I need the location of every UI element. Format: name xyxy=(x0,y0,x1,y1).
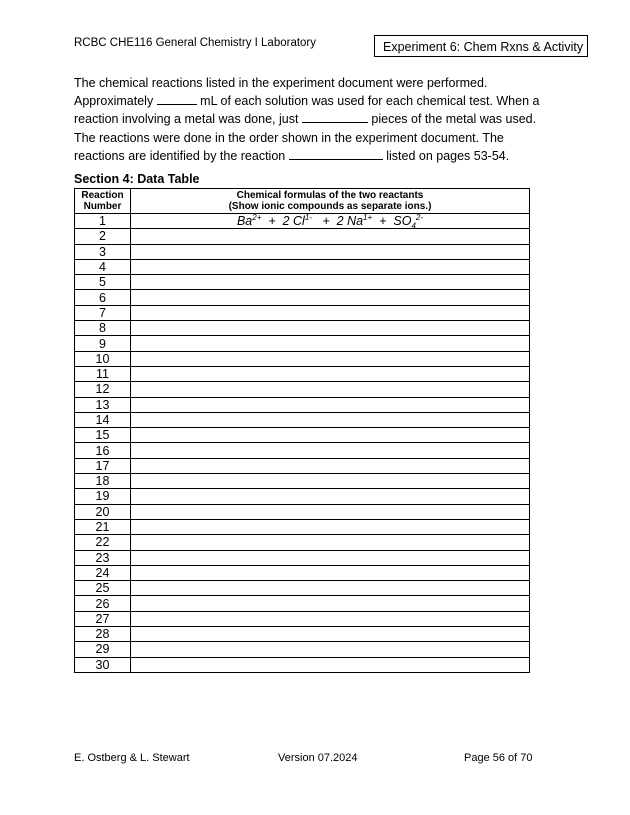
table-row xyxy=(75,244,530,259)
table-row xyxy=(75,519,530,534)
experiment-title-box: Experiment 6: Chem Rxns & Activity xyxy=(374,35,588,57)
plus-sign: + xyxy=(322,214,330,229)
reaction-number-cell: 3 xyxy=(75,244,131,259)
reaction-number-cell: 13 xyxy=(75,397,131,412)
intro-line-1: The chemical reactions listed in the experiment document were performed. xyxy=(74,76,488,90)
formula-cell[interactable] xyxy=(131,642,530,657)
formula-cell[interactable] xyxy=(131,290,530,305)
formula-cell[interactable] xyxy=(131,565,530,580)
reaction-number-cell: 14 xyxy=(75,412,131,427)
formula-cell[interactable] xyxy=(131,489,530,504)
footer-version: Version 07.2024 xyxy=(278,752,358,764)
formulas-header: Chemical formulas of the two reactants (Show ionic compounds as separate ions.) xyxy=(131,189,530,214)
plus-sign: + xyxy=(379,214,387,229)
reaction-number-cell: 4 xyxy=(75,259,131,274)
intro-line-5b: listed on pages 53-54. xyxy=(386,148,510,163)
intro-line-3b: pieces of the metal was used. xyxy=(371,112,537,127)
footer-authors: E. Ostberg & L. Stewart xyxy=(74,752,190,764)
course-header: RCBC CHE116 General Chemistry I Laboratory xyxy=(74,37,317,49)
table-row xyxy=(75,336,530,351)
reaction-number-cell: 1 xyxy=(75,214,131,229)
formula-cell[interactable] xyxy=(131,336,530,351)
intro-line-3a: reaction involving a metal was done, just xyxy=(74,112,299,127)
formula-cell[interactable] xyxy=(131,321,530,336)
reaction-number-cell: 28 xyxy=(75,627,131,642)
table-row xyxy=(75,428,530,443)
table-row xyxy=(75,474,530,489)
formula-cell[interactable] xyxy=(131,229,530,244)
formula-cell[interactable] xyxy=(131,366,530,381)
formula-cell[interactable] xyxy=(131,611,530,626)
formula-cell[interactable] xyxy=(131,428,530,443)
formula-cell[interactable] xyxy=(131,627,530,642)
table-row xyxy=(75,351,530,366)
intro-line-2a: Approximately xyxy=(74,94,154,109)
reaction-number-cell: 24 xyxy=(75,565,131,580)
table-row xyxy=(75,550,530,565)
reaction-number-cell: 10 xyxy=(75,351,131,366)
reaction-number-cell: 25 xyxy=(75,581,131,596)
table-row xyxy=(75,535,530,550)
ba-ion: $Ba^{2+}$ xyxy=(236,212,262,229)
formula-cell[interactable] xyxy=(131,458,530,473)
formula-cell[interactable] xyxy=(131,535,530,550)
table-row xyxy=(75,611,530,626)
reaction-number-cell: 17 xyxy=(75,458,131,473)
table-row xyxy=(75,458,530,473)
formula-cell[interactable] xyxy=(131,275,530,290)
reaction-number-cell: 19 xyxy=(75,489,131,504)
formula-cell[interactable] xyxy=(131,382,530,397)
formula-cell[interactable] xyxy=(131,259,530,274)
table-row xyxy=(75,443,530,458)
table-row xyxy=(75,214,530,229)
volume-blank[interactable] xyxy=(157,93,197,105)
footer-page: Page 56 of 70 xyxy=(464,752,533,764)
table-row xyxy=(75,290,530,305)
table-row xyxy=(75,305,530,320)
intro-line-4: The reactions were done in the order shown in the experiment document. The xyxy=(74,130,504,145)
reaction-number-cell: 30 xyxy=(75,657,131,672)
formula-cell[interactable] xyxy=(131,397,530,412)
table-row xyxy=(75,229,530,244)
table-row xyxy=(75,504,530,519)
reaction-number-cell: 20 xyxy=(75,504,131,519)
table-row xyxy=(75,259,530,274)
formula-cell[interactable] xyxy=(131,550,530,565)
reaction-number-cell: 15 xyxy=(75,428,131,443)
so4-ion: $SO_4^{2-}$ xyxy=(393,212,424,231)
reaction-number-cell: 11 xyxy=(75,366,131,381)
formula-cell[interactable] xyxy=(131,519,530,534)
reaction-number-cell: 16 xyxy=(75,443,131,458)
reaction-id-blank[interactable] xyxy=(289,148,383,160)
table-row xyxy=(75,581,530,596)
table-row xyxy=(75,366,530,381)
reaction-number-cell: 9 xyxy=(75,336,131,351)
table-row xyxy=(75,596,530,611)
intro-line-5a: reactions are identified by the reaction xyxy=(74,148,286,163)
formula-cell[interactable] xyxy=(131,504,530,519)
intro-line-2b: mL of each solution was used for each chemical test. When a xyxy=(200,94,540,109)
formula-cell[interactable] xyxy=(131,305,530,320)
section-title: Section 4: Data Table xyxy=(74,172,200,186)
table-row xyxy=(75,627,530,642)
formula-cell[interactable] xyxy=(131,581,530,596)
table-row xyxy=(75,565,530,580)
table-row xyxy=(75,657,530,672)
reaction-number-cell: 29 xyxy=(75,642,131,657)
metal-pieces-blank[interactable] xyxy=(302,111,368,123)
formula-cell[interactable] xyxy=(131,657,530,672)
table-row xyxy=(75,642,530,657)
reaction-number-cell: 21 xyxy=(75,519,131,534)
table-header-row xyxy=(75,189,530,214)
table-row xyxy=(75,397,530,412)
reaction-number-cell: 26 xyxy=(75,596,131,611)
reaction-number-cell: 2 xyxy=(75,229,131,244)
formula-cell[interactable] xyxy=(131,412,530,427)
reaction-number-cell: 8 xyxy=(75,321,131,336)
reaction-number-cell: 18 xyxy=(75,474,131,489)
intro-paragraph xyxy=(74,74,554,165)
example-formula-cell[interactable] xyxy=(131,214,530,229)
reaction-number-cell: 23 xyxy=(75,550,131,565)
reaction-number-cell: 5 xyxy=(75,275,131,290)
formula-cell[interactable] xyxy=(131,244,530,259)
reaction-number-cell: 22 xyxy=(75,535,131,550)
reaction-number-cell: 7 xyxy=(75,305,131,320)
formula-cell[interactable] xyxy=(131,443,530,458)
formula-cell[interactable] xyxy=(131,474,530,489)
table-row xyxy=(75,489,530,504)
plus-sign: + xyxy=(268,214,276,229)
reaction-number-cell: 6 xyxy=(75,290,131,305)
na-ion: 2 $Na^{1+}$ xyxy=(336,212,373,229)
cl-ion: 2 $Cl^{1-}$ xyxy=(282,212,312,229)
formula-cell[interactable] xyxy=(131,596,530,611)
table-row xyxy=(75,412,530,427)
data-table xyxy=(74,188,530,673)
table-row xyxy=(75,382,530,397)
reaction-number-cell: 12 xyxy=(75,382,131,397)
reaction-number-header: Reaction Number xyxy=(75,189,131,214)
reaction-number-cell: 27 xyxy=(75,611,131,626)
table-row xyxy=(75,321,530,336)
formula-cell[interactable] xyxy=(131,351,530,366)
table-row xyxy=(75,275,530,290)
